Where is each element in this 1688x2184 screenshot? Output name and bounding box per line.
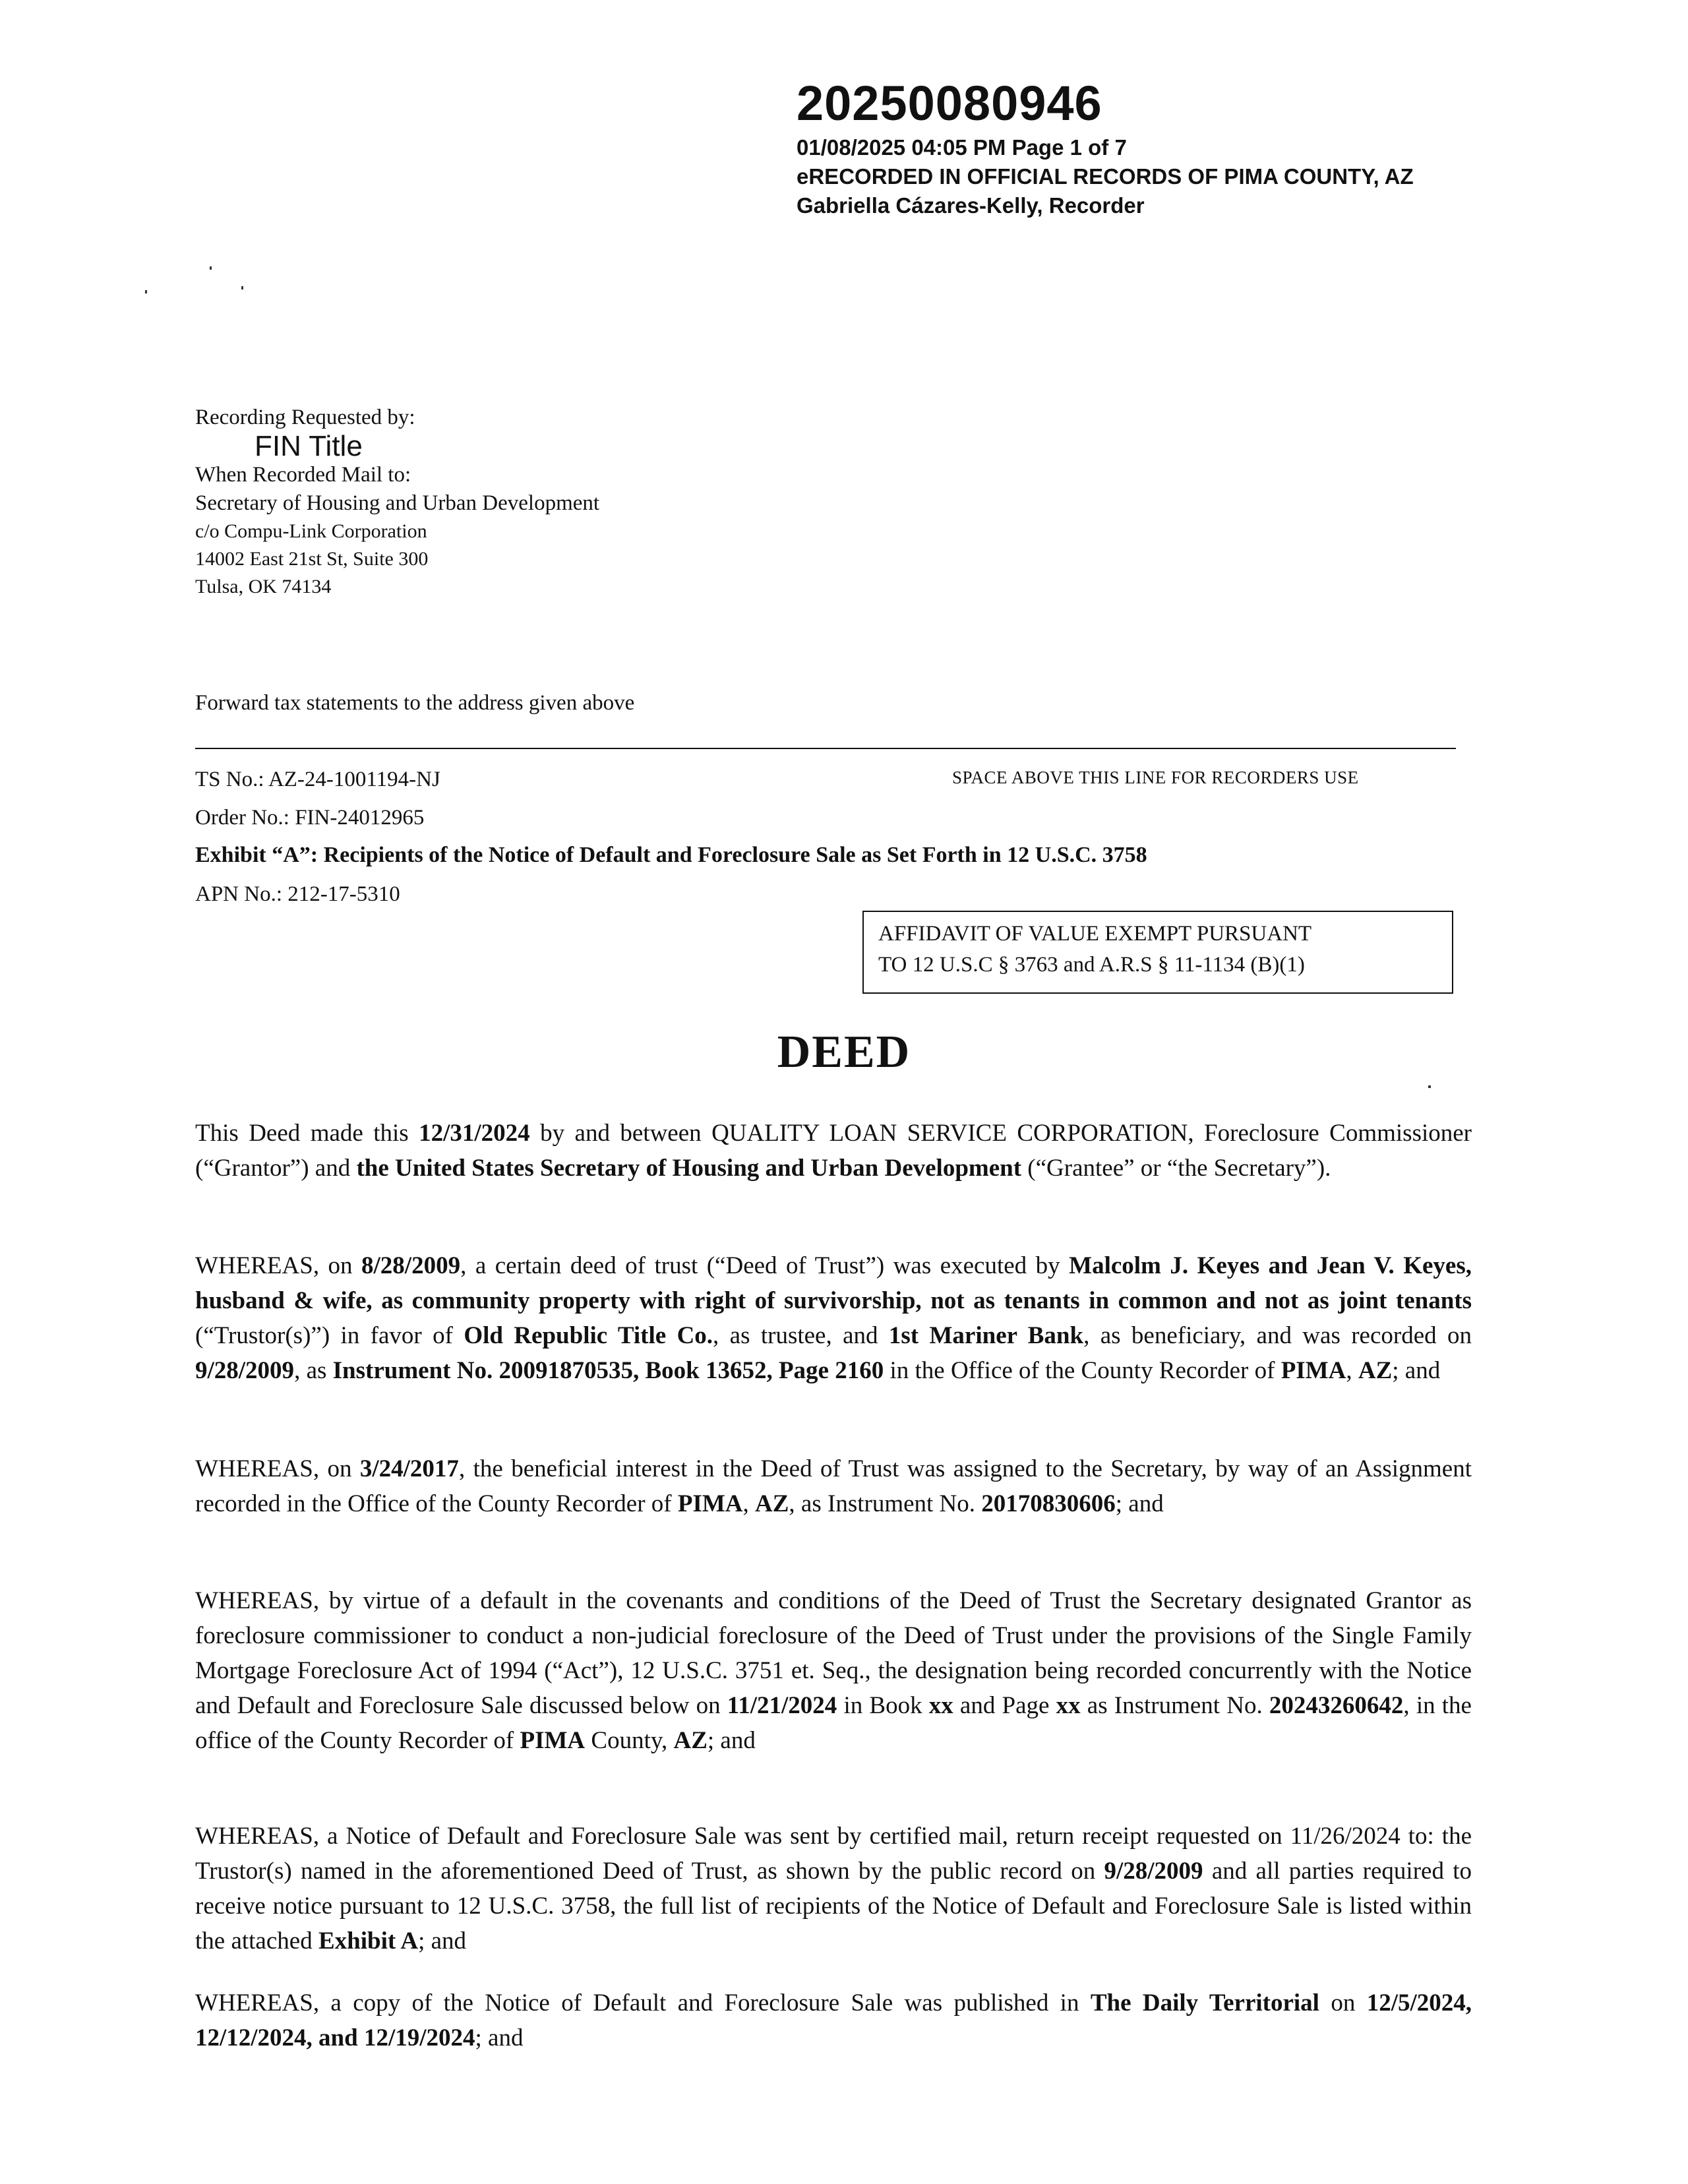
- paragraph-whereas-published: WHEREAS, a copy of the Notice of Default and Foreclosure Sale was published in The Daily Territorial on 12/5/2024, 12/12/2024, and 12/19/2024; and: [195, 1989, 1472, 2051]
- paragraph-deed-made: This Deed made this 12/31/2024 by and between QUALITY LOAN SERVICE CORPORATION, Foreclosure Commissioner (“Grantor”) and the United States Secretary of Housing and Urban Development (“Grantee” or “the Secretary”).: [195, 1120, 1472, 1182]
- recorder-use-divider: [195, 748, 1456, 749]
- requested-by-label: Recording Requested by:: [195, 406, 415, 429]
- forward-tax-statements: Forward tax statements to the address given above: [195, 691, 635, 715]
- ts-number: TS No.: AZ-24-1001194-NJ: [195, 768, 440, 791]
- recorder-name: Gabriella Cázares-Kelly, Recorder: [797, 193, 1145, 218]
- requested-by-name: FIN Title: [255, 430, 363, 462]
- order-number: Order No.: FIN-24012965: [195, 806, 425, 830]
- affidavit-box: [862, 911, 1453, 994]
- scan-speck: [145, 290, 147, 293]
- paragraph-whereas-assignment: WHEREAS, on 3/24/2017, the beneficial interest in the Deed of Trust was assigned to the Secretary, by way of an Assignment recorded in the Office of the County Recorder of PIMA, AZ, as Instrument No. 20170830606; and: [195, 1455, 1472, 1517]
- scan-speck: [210, 266, 212, 270]
- recording-stamp: [797, 74, 1414, 220]
- recording-requested-block: [195, 404, 599, 601]
- affidavit-line-1: AFFIDAVIT OF VALUE EXEMPT PURSUANT: [878, 922, 1312, 946]
- apn-number: APN No.: 212-17-5310: [195, 882, 400, 906]
- mail-to-addressee: Secretary of Housing and Urban Development: [195, 491, 600, 515]
- document-title: DEED: [777, 1027, 911, 1077]
- scan-speck: [1428, 1085, 1431, 1088]
- mail-to-city: Tulsa, OK 74134: [195, 576, 332, 597]
- space-above-note: SPACE ABOVE THIS LINE FOR RECORDERS USE: [952, 768, 1359, 787]
- scan-speck: [241, 286, 243, 289]
- erecorded-line: eRECORDED IN OFFICIAL RECORDS OF PIMA COUNTY, AZ: [797, 164, 1414, 189]
- mail-to-care-of: c/o Compu-Link Corporation: [195, 520, 427, 542]
- recording-datetime-page: 01/08/2025 04:05 PM Page 1 of 7: [797, 135, 1127, 160]
- paragraph-whereas-deed-of-trust: WHEREAS, on 8/28/2009, a certain deed of trust (“Deed of Trust”) was executed by Malcolm J. Keyes and Jean V. Keyes, husband & wife, as community property with right of survivorship, not as tenants in common and not as joint tenants (“Trustor(s)”) in favor of Old Republic Title Co., as trustee, and 1st Mariner Bank, as beneficiary, and was recorded on 9/28/2009, as Instrument No. 20091870535, Book 13652, Page 2160 in the Office of the County Recorder of PIMA, AZ; and: [195, 1252, 1472, 1384]
- affidavit-line-2: TO 12 U.S.C § 3763 and A.R.S § 11-1134 (B)(1): [878, 953, 1305, 977]
- paragraph-whereas-notice-mailed: WHEREAS, a Notice of Default and Foreclosure Sale was sent by certified mail, return receipt requested on 11/26/2024 to: the Trustor(s) named in the aforementioned Deed of Trust, as shown by the public record on 9/28/2009 and all parties required to receive notice pursuant to 12 U.S.C. 3758, the full list of recipients of the Notice of Default and Foreclosure Sale is listed within the attached Exhibit A; and: [195, 1823, 1472, 1955]
- instrument-number: 20250080946: [797, 76, 1102, 131]
- mail-to-label: When Recorded Mail to:: [195, 463, 411, 487]
- paragraph-whereas-default: WHEREAS, by virtue of a default in the covenants and conditions of the Deed of Trust the Secretary designated Grantor as foreclosure commissioner to conduct a non-judicial foreclosure of the Deed of Trust under the provisions of the Single Family Mortgage Foreclosure Act of 1994 (“Act”), 12 U.S.C. 3751 et. Seq., the designation being recorded concurrently with the Notice and Default and Foreclosure Sale discussed below on 11/21/2024 in Book xx and Page xx as Instrument No. 20243260642, in the office of the County Recorder of PIMA County, AZ; and: [195, 1587, 1472, 1754]
- exhibit-a-heading: Exhibit “A”: Recipients of the Notice of Default and Foreclosure Sale as Set Forth in 12 U.S.C. 3758: [195, 843, 1147, 867]
- mail-to-street: 14002 East 21st St, Suite 300: [195, 548, 429, 570]
